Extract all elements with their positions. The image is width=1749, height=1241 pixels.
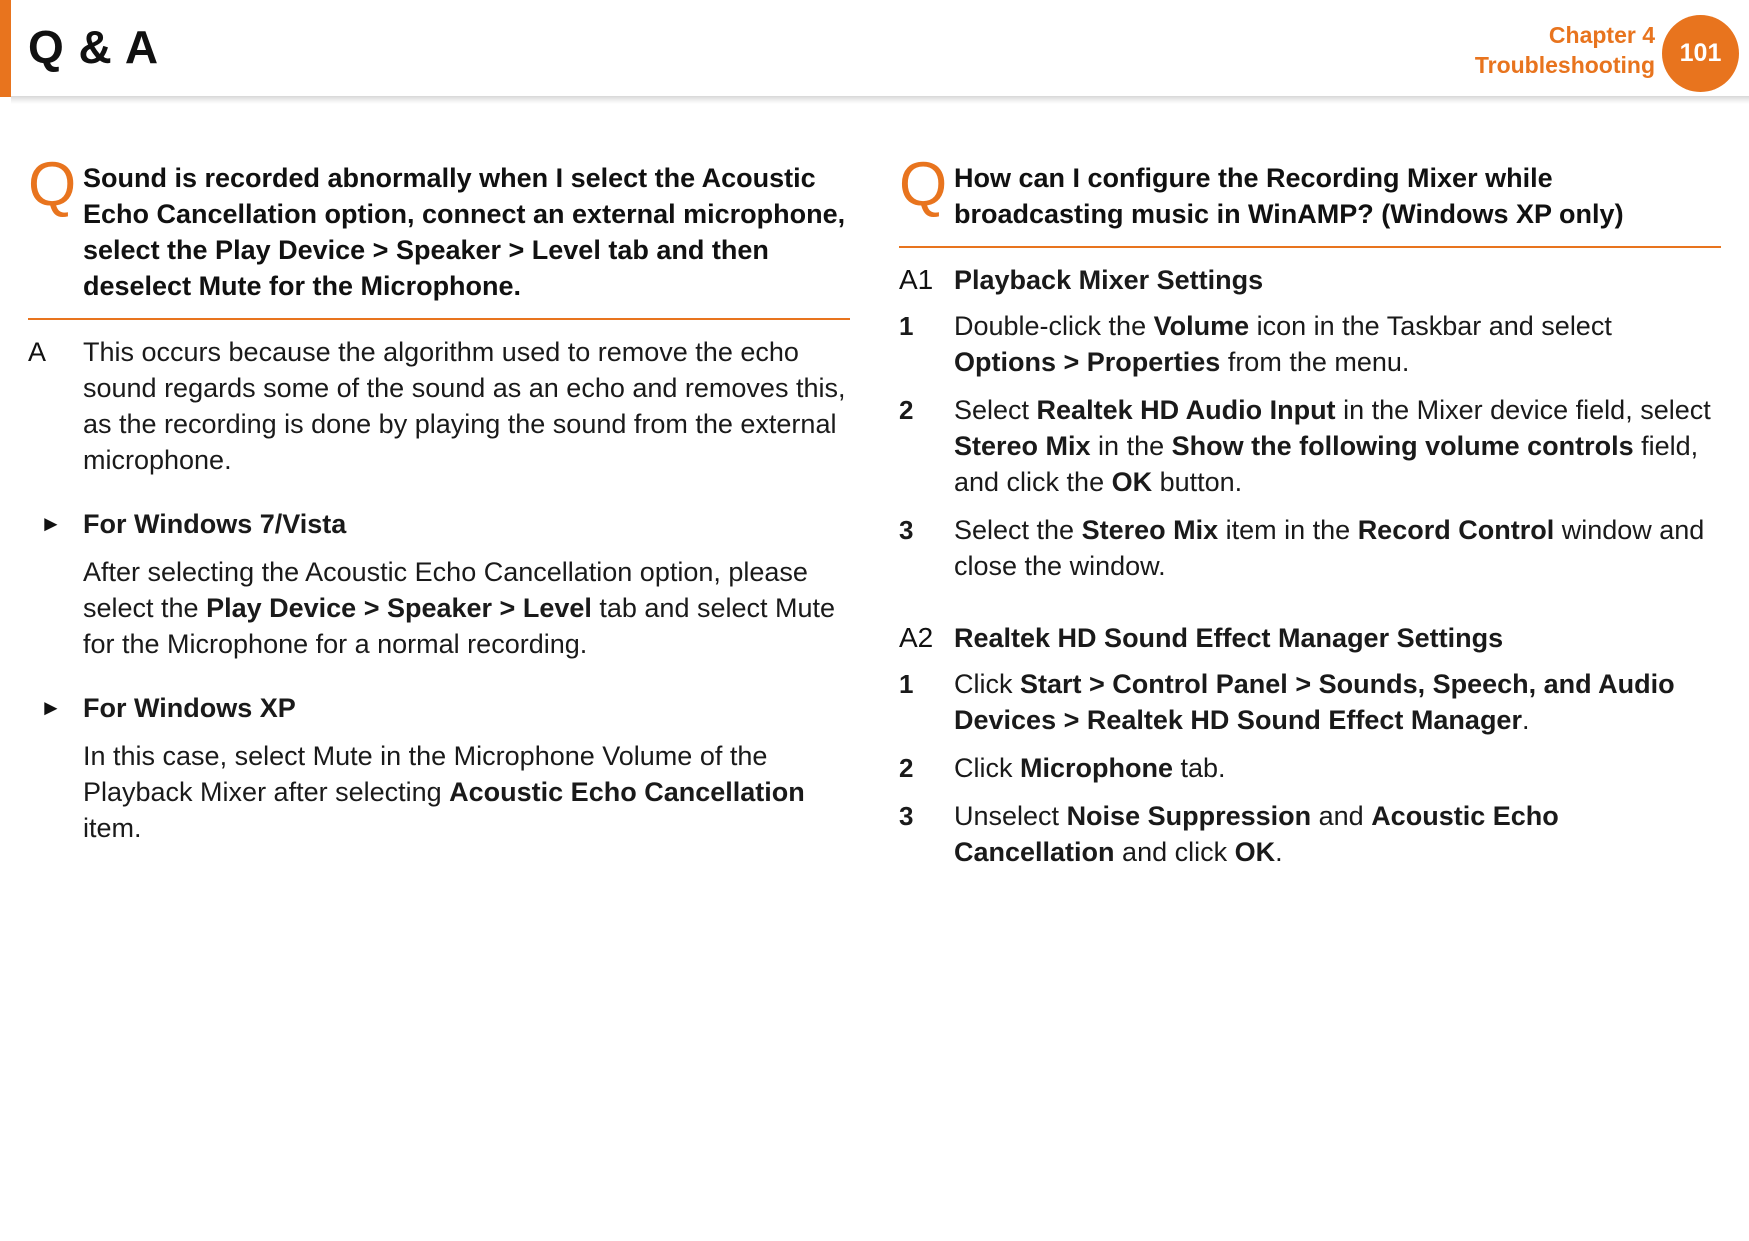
- page-number-badge: 101: [1662, 15, 1739, 92]
- step-number: 1: [899, 669, 914, 699]
- step-item: [899, 798, 1721, 870]
- question-divider: [28, 318, 850, 320]
- windows7-section: [28, 506, 850, 662]
- step-item: [899, 512, 1721, 584]
- answer1-block: [899, 262, 1721, 298]
- windows7-text: After selecting the Acoustic Echo Cancellation option, please select the Play Device > Speaker > Level tab and select Mute for the Microphone for a normal recording.: [83, 557, 836, 659]
- chapter-number: Chapter 4: [1548, 22, 1655, 48]
- header-accent-bar: [0, 0, 11, 97]
- step-item: [899, 750, 1721, 786]
- left-column: [28, 150, 850, 846]
- answer-block: [28, 334, 850, 478]
- answer1-label: A1: [899, 264, 934, 295]
- windowsxp-text: In this case, select Mute in the Microphone Volume of the Playback Mixer after selecting Acoustic Echo Cancellation item.: [83, 741, 805, 843]
- chapter-section: Troubleshooting: [1474, 52, 1655, 78]
- windowsxp-title: For Windows XP: [83, 693, 296, 723]
- question-divider: [899, 246, 1721, 248]
- question-block: [28, 150, 850, 304]
- windows7-title: For Windows 7/Vista: [83, 509, 347, 539]
- answer2-label: A2: [899, 622, 934, 653]
- right-column: [899, 150, 1721, 882]
- header-divider: [11, 96, 1749, 104]
- step-text: Select the Stereo Mix item in the Record Control window and close the window.: [954, 515, 1705, 581]
- chapter-label: [1475, 20, 1655, 80]
- triangle-bullet-icon: ►: [40, 695, 62, 720]
- step-text: Click Start > Control Panel > Sounds, Speech, and Audio Devices > Realtek HD Sound Effect Manager.: [954, 669, 1675, 735]
- step-number: 2: [899, 753, 914, 783]
- question-text: How can I configure the Recording Mixer while broadcasting music in WinAMP? (Windows XP only): [954, 163, 1624, 229]
- step-item: [899, 392, 1721, 500]
- answer2-title: Realtek HD Sound Effect Manager Settings: [954, 623, 1504, 653]
- step-text: Double-click the Volume icon in the Taskbar and select Options > Properties from the menu.: [954, 311, 1612, 377]
- windowsxp-section: [28, 690, 850, 846]
- question-block: [899, 150, 1721, 232]
- answer-text: This occurs because the algorithm used to remove the echo sound regards some of the sound as an echo and removes this, as the recording is done by playing the sound from the external microphone.: [83, 337, 846, 475]
- step-number: 3: [899, 515, 914, 545]
- step-number: 2: [899, 395, 914, 425]
- step-text: Unselect Noise Suppression and Acoustic Echo Cancellation and click OK.: [954, 801, 1559, 867]
- step-item: [899, 666, 1721, 738]
- question-text: Sound is recorded abnormally when I select the Acoustic Echo Cancellation option, connect an external microphone, select the Play Device > Speaker > Level tab and then deselect Mute for the Microphone.: [83, 163, 846, 301]
- question-mark-label: Q: [28, 150, 77, 219]
- step-text: Click Microphone tab.: [954, 753, 1226, 783]
- step-number: 1: [899, 311, 914, 341]
- page-title: Q & A: [28, 21, 160, 73]
- step-number: 3: [899, 801, 914, 831]
- answer-label: A: [28, 337, 47, 367]
- step-text: Select Realtek HD Audio Input in the Mixer device field, select Stereo Mix in the Show the following volume controls field, and click the OK button.: [954, 395, 1711, 497]
- question-mark-label: Q: [899, 150, 948, 219]
- step-item: [899, 308, 1721, 380]
- answer1-title: Playback Mixer Settings: [954, 265, 1264, 295]
- triangle-bullet-icon: ►: [40, 511, 62, 536]
- answer2-block: [899, 620, 1721, 656]
